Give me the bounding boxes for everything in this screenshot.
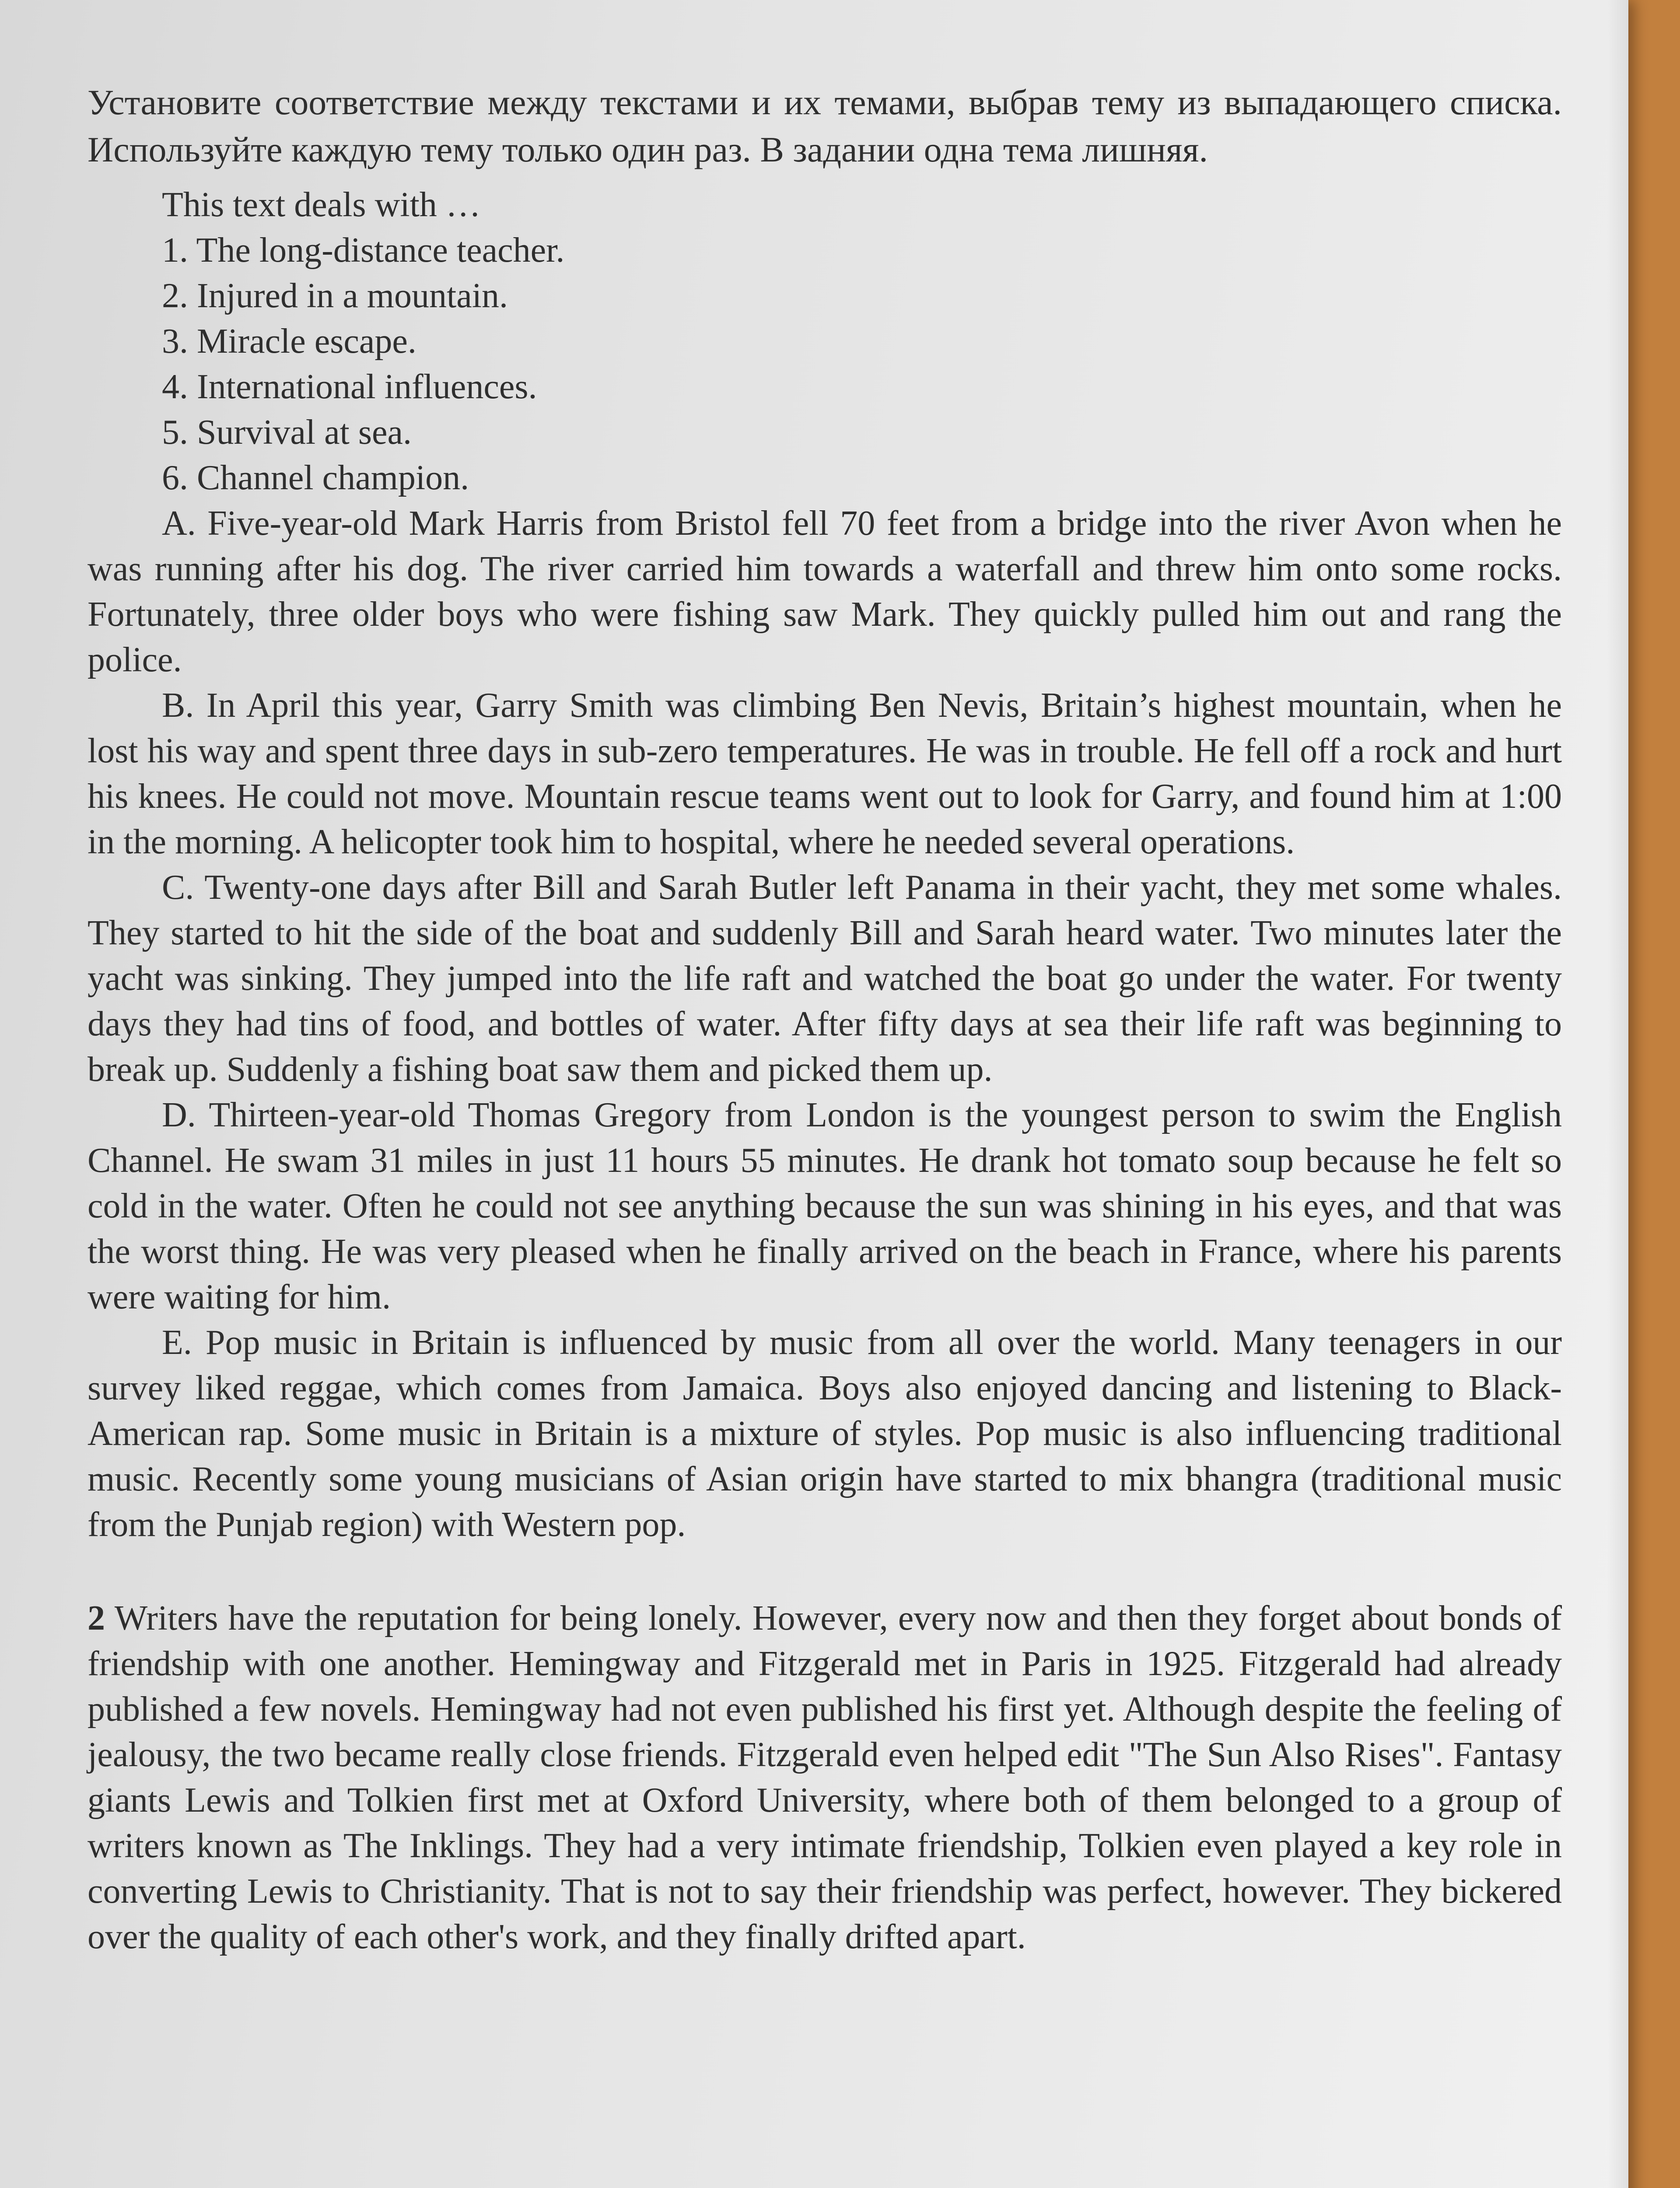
task-2-number: 2	[88, 1599, 105, 1637]
topics-list	[88, 228, 1562, 501]
document-content	[88, 79, 1562, 1960]
page-edge	[1607, 0, 1628, 2188]
text-d: D. Thirteen-year-old Thomas Gregory from London is the youngest person to swim the English Channel. He swam 31 miles in just 11 hours 55 minutes. He drank hot tomato soup because he felt so cold in the water. Often he could not see anything because the sun was shining in his eyes, and that was the worst thing. He was very pleased when he finally arrived on the beach in France, where his parents were waiting for him.	[88, 1096, 1562, 1316]
topic-item: 2. Injured in a mountain.	[162, 277, 508, 315]
text-a: A. Five-year-old Mark Harris from Bristol fell 70 feet from a bridge into the river Avon when he was running after his dog. The river carried him towards a waterfall and threw him onto some rocks. Fortunately, three older boys who were fishing saw Mark. They quickly pulled him out and rang the police.	[88, 504, 1562, 679]
topic-item: 3. Miracle escape.	[162, 322, 416, 361]
topic-item: 5. Survival at sea.	[162, 413, 412, 452]
topic-item: 4. International influences.	[162, 368, 537, 406]
text-b: B. In April this year, Garry Smith was climbing Ben Nevis, Britain’s highest mountain, when he lost his way and spent three days in sub-zero temperatures. He was in trouble. He fell off a rock and hurt his knees. He could not move. Mountain rescue teams went out to look for Garry, and found him at 1:00 in the morning. A helicopter took him to hospital, where he needed several operations.	[88, 686, 1562, 861]
section-spacer	[88, 1547, 1562, 1595]
task-2-paragraph	[88, 1595, 1562, 1960]
text-c: C. Twenty-one days after Bill and Sarah Butler left Panama in their yacht, they met some whales. They started to hit the side of the boat and suddenly Bill and Sarah heard water. Two minutes later the yacht was sinking. They jumped into the life raft and watched the boat go under the water. For twenty days they had tins of food, and bottles of water. After fifty days at sea their life raft was beginning to break up. Suddenly a fishing boat saw them and picked them up.	[88, 868, 1562, 1089]
task-2-text: Writers have the reputation for being lonely. However, every now and then they forget about bonds of friendship with one another. Hemingway and Fitzgerald met in Paris in 1925. Fitzgerald had already published a few novels. Hemingway had not even published his first yet. Although despite the feeling of jealousy, the two became really close friends. Fitzgerald even helped edit "The Sun Also Rises". Fantasy giants Lewis and Tolkien first met at Oxford University, where both of them belonged to a group of writers known as The Inklings. They had a very intimate friendship, Tolkien even played a key role in converting Lewis to Christianity. That is not to say their friendship was perfect, however. They bickered over the quality of each other's work, and they finally drifted apart.	[88, 1599, 1562, 1956]
text-e: E. Pop music in Britain is influenced by music from all over the world. Many teenagers in our survey liked reggae, which comes from Jamaica. Boys also enjoyed dancing and listening to Black-American rap. Some music in Britain is a mixture of styles. Pop music is also influencing traditional music. Recently some young musicians of Asian origin have started to mix bhangra (traditional music from the Punjab region) with Western pop.	[88, 1323, 1562, 1544]
topics-intro: This text deals with …	[162, 186, 481, 224]
topic-item: 1. The long-distance teacher.	[162, 231, 565, 270]
topic-item: 6. Channel champion.	[162, 459, 469, 497]
task-instruction: Установите соответствие между текстами и их темами, выбрав тему из выпадающего списка. Используйте каждую тему только один раз. В задании одна тема лишняя.	[88, 82, 1562, 169]
